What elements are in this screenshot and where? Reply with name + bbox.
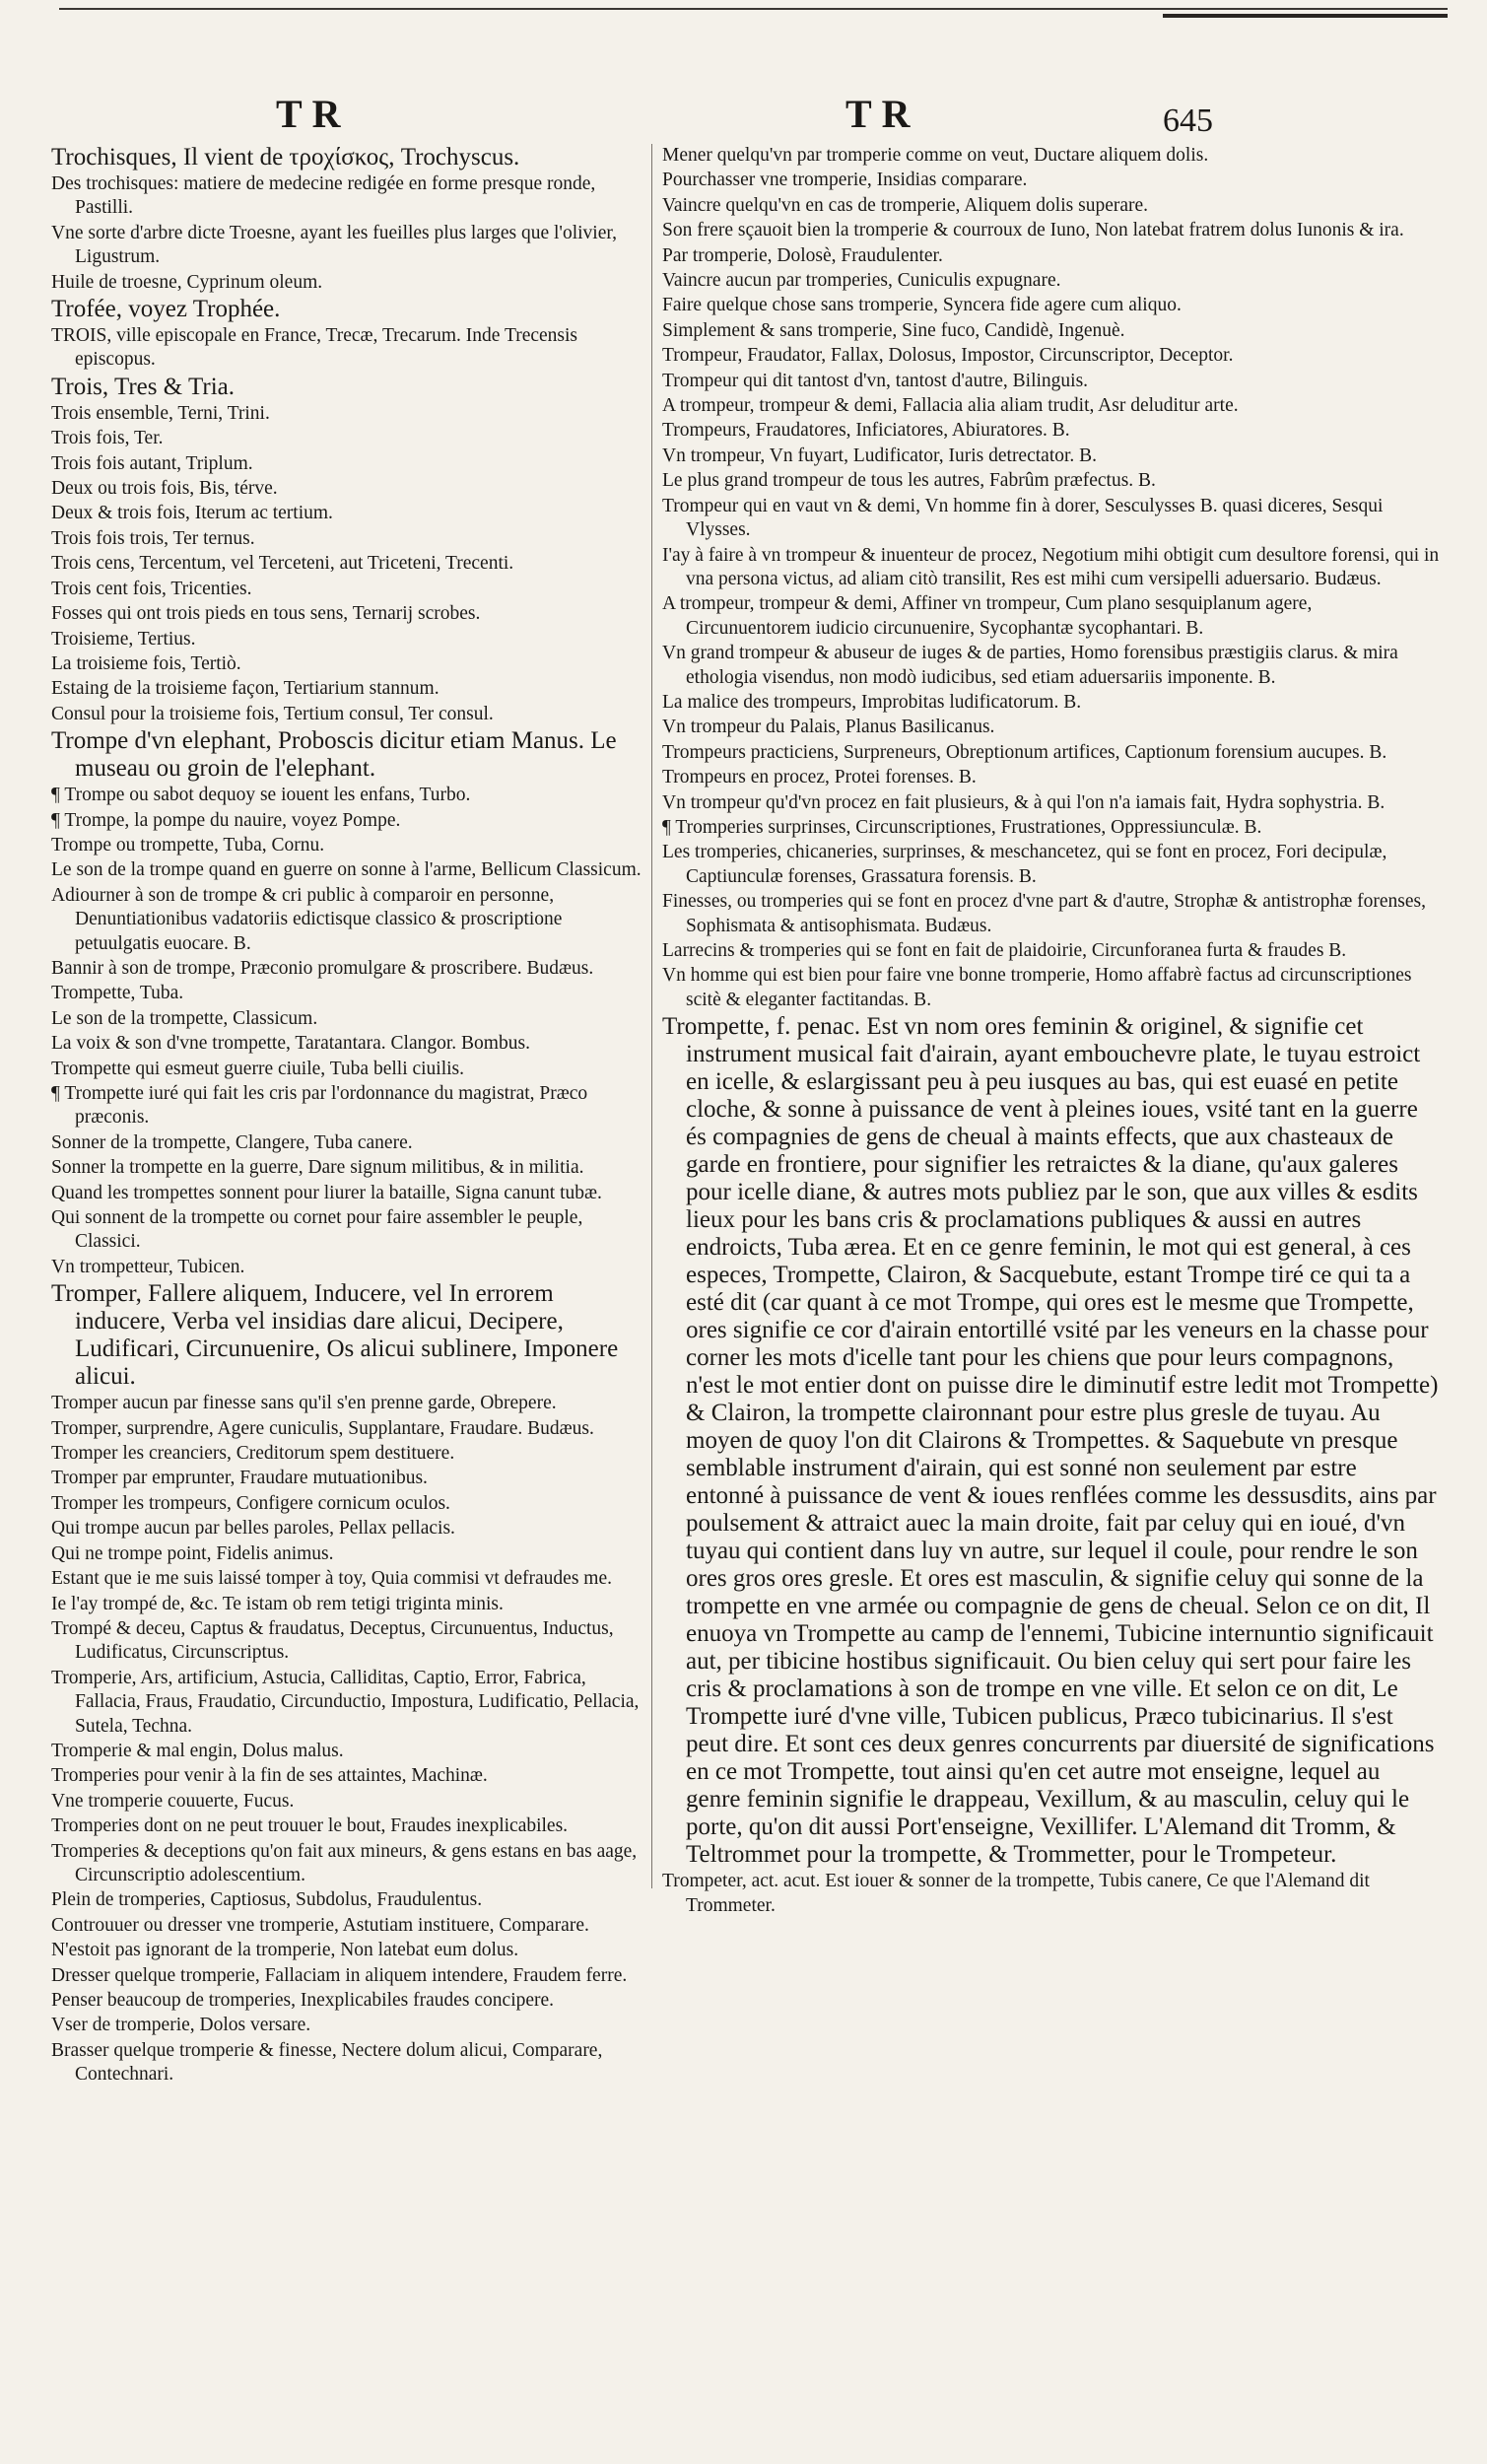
dictionary-entry: Trois fois trois, Ter ternus.: [51, 527, 255, 549]
dictionary-entry: La voix & son d'vne trompette, Taratantara. Clangor. Bombus.: [51, 1033, 530, 1055]
dictionary-entry: Son frere sçauoit bien la tromperie & courroux de Iuno, Non latebat fratrem dolus Iunonis & ira.: [662, 220, 1404, 241]
dictionary-entry: TROIS, ville episcopale en France, Trecæ, Trecarum. Inde Trecensis episcopus.: [51, 325, 578, 371]
dictionary-entry: Plein de tromperies, Captiosus, Subdolus, Fraudulentus.: [51, 1889, 483, 1911]
dictionary-entry: N'estoit pas ignorant de la tromperie, Non latebat eum dolus.: [51, 1940, 519, 1961]
dictionary-entry: Trompette qui esmeut guerre ciuile, Tuba belli ciuilis.: [51, 1058, 465, 1079]
dictionary-entry: Trofée, voyez Trophée.: [51, 296, 281, 323]
dictionary-entry: Quand les trompettes sonnent pour liurer la bataille, Signa canunt tubæ.: [51, 1182, 602, 1203]
dictionary-entry: Trompette, f. penac. Est vn nom ores feminin & originel, & signifie cet instrument musical fait d'airain, ayant embouchevre plate, le tuyau estroict en icelle, & eslargissant peu à peu iusques au bas, qui est euasé en petite cloche, & sonne à puissance de vent à pleines ioues, vsité tant en la guerre és compagnies de gens de cheual à maints effects, que aux chasteaux de garde en frontiere, pour signifier les retraictes & la diane, qu'aux galeres pour icelle diane, & autres mots publiez par le son, que aux villes & esdits lieux pour les bans cris & proclamations publiques & aussi en autres endroicts, Tuba ærea. Et en ce genre feminin, le mot qui est general, à ces especes, Trompette, Clairon, & Sacquebute, estant Trompe tiré ce qui ta a esté dit (car quant à ce mot Trompe, qui ores est le mesme que Trompette, ores signifie ce cor d'airain entortillé vsité par les veneurs en la chasse pour corner les mots d'icelle tant pour les chiens que pour leurs compagnons, n'est le mot entier dont on puisse dire le diminutif estre ledit mot Trompette) & Clairon, la trompette claironnant pour estre plus gresle de tuyau. Au moyen de quoy l'on dit Clairons & Trompettes. & Saquebute vn presque semblable instrument d'airain, qui est sonné non seulement par estre entonné à puissance de vent & ioues renflées comme les dessusdits, ains par poulsement & attraict auec la main droite, fait par celuy qui en ioué, d'vn tuyau qui contient dans luy vn autre, sur lequel il coule, pour rendre le son ores gros ores gresle. Et ores est masculin, & signifie celuy qui sonne de la trompette en vne armée ou compagnie de gens de cheual. Selon ce on dit, Il enuoya vn Trompette au camp de l'ennemi, Tubicine internuntio significauit aut, per tibicine hostibus significauit. Ou bien celuy qui sert pour faire les cris & proclamations à son de trompe en vne ville. Et selon ce on dit, Le Trompette iuré d'vne ville, Tubicen publicus, Præco tubicinarius. Il s'est peut dire. Et sont ces deux genres concurrents par diuersité de significations en ce mot Trompette, tout ainsi qu'en cet autre mot enseigne, lequel au genre feminin signifie le drappeau, Vexillum, & au masculin, celuy qui le porte, qu'on dit aussi Port'enseigne, Vexillifer. L'Alemand dit Tromm, & Teltrommet pour la trompette, & Trommetter, pour le Trompeteur.: [662, 1013, 1439, 1869]
dictionary-entry: Vaincre aucun par tromperies, Cuniculis expugnare.: [662, 270, 1061, 292]
page-number: 645: [1163, 103, 1213, 139]
dictionary-entry: Le plus grand trompeur de tous les autres, Fabrûm præfectus. B.: [662, 470, 1156, 492]
dictionary-entry: Trochisques, Il vient de τροχίσκος, Trochyscus.: [51, 144, 520, 171]
dictionary-entry: ¶ Tromperies surprinses, Circunscriptiones, Frustrationes, Oppressiunculæ. B.: [662, 816, 1262, 838]
dictionary-entry: Trompeur, Fraudator, Fallax, Dolosus, Impostor, Circunscriptor, Deceptor.: [662, 345, 1234, 367]
dictionary-entry: Simplement & sans tromperie, Sine fuco, Candidè, Ingenuè.: [662, 319, 1125, 341]
dictionary-entry: Huile de troesne, Cyprinum oleum.: [51, 271, 323, 293]
dictionary-entry: Mener quelqu'vn par tromperie comme on veut, Ductare aliquem dolis.: [662, 145, 1209, 166]
dictionary-entry: Trompeur qui dit tantost d'vn, tantost d'autre, Bilinguis.: [662, 370, 1089, 391]
dictionary-entry: Trompeurs en procez, Protei forenses. B.: [662, 767, 977, 788]
dictionary-entry: Brasser quelque tromperie & finesse, Nectere dolum alicui, Comparare, Contechnari.: [51, 2039, 603, 2086]
dictionary-entry: Faire quelque chose sans tromperie, Syncera fide agere cum aliquo.: [662, 295, 1182, 316]
dictionary-entry: I'ay à faire à vn trompeur & inuenteur de procez, Negotium mihi obtigit cum desultore forensi, qui in vna persona victus, ad aliam citò transilit, Res est mihi cum versipelli aduersario. Budæus.: [662, 544, 1440, 589]
dictionary-entry: Consul pour la troisieme fois, Tertium consul, Ter consul.: [51, 703, 494, 724]
dictionary-entry: Deux & trois fois, Iterum ac tertium.: [51, 503, 333, 524]
dictionary-entry: Penser beaucoup de tromperies, Inexplicabiles fraudes concipere.: [51, 1990, 555, 2011]
dictionary-entry: Tromperies & deceptions qu'on fait aux mineurs, & gens estans en bas aage, Circunscriptio adolescentium.: [51, 1840, 638, 1885]
dictionary-entry: Vne sorte d'arbre dicte Troesne, ayant les fueilles plus larges que l'olivier, Ligustrum.: [51, 222, 617, 268]
dictionary-entry: Tromperie, Ars, artificium, Astucia, Calliditas, Captio, Error, Fabrica, Fallacia, Fraus, Fraudatio, Circunductio, Impostura, Ludificatio, Pellacia, Sutela, Techna.: [51, 1667, 640, 1737]
dictionary-entry: ¶ Trompe, la pompe du nauire, voyez Pompe.: [51, 809, 401, 831]
dictionary-entry: ¶ Trompette iuré qui fait les cris par l'ordonnance du magistrat, Præco præconis.: [51, 1083, 588, 1129]
dictionary-entry: Pourchasser vne tromperie, Insidias comparare.: [662, 170, 1028, 191]
dictionary-entry: Tromperies pour venir à la fin de ses attaintes, Machinæ.: [51, 1765, 488, 1787]
top-rule-heavy: [1163, 14, 1448, 18]
dictionary-entry: Vn trompeur qu'd'vn procez en fait plusieurs, & à qui l'on n'a iamais fait, Hydra sophystria. B.: [662, 791, 1386, 813]
right-column: [662, 144, 1441, 1919]
dictionary-entry: Qui sonnent de la trompette ou cornet pour faire assembler le peuple, Classici.: [51, 1207, 583, 1253]
dictionary-entry: Vaincre quelqu'vn en cas de tromperie, Aliquem dolis superare.: [662, 194, 1149, 216]
dictionary-entry: Troisieme, Tertius.: [51, 628, 196, 650]
dictionary-entry: Par tromperie, Dolosè, Fraudulenter.: [662, 244, 943, 266]
left-column: [51, 144, 642, 2088]
dictionary-entry: Vn trompetteur, Tubicen.: [51, 1256, 245, 1277]
dictionary-entry: Controuuer ou dresser vne tromperie, Astutiam instituere, Comparare.: [51, 1914, 589, 1936]
dictionary-entry: Tromper, surprendre, Agere cuniculis, Supplantare, Fraudare. Budæus.: [51, 1417, 594, 1439]
dictionary-entry: Estant que ie me suis laissé tomper à toy, Quia commisi vt defraudes me.: [51, 1568, 612, 1590]
dictionary-entry: Le son de la trompe quand en guerre on sonne à l'arme, Bellicum Classicum.: [51, 859, 642, 881]
dictionary-entry: Larrecins & tromperies qui se font en fait de plaidoirie, Circunforanea furta & fraudes B.: [662, 940, 1347, 961]
dictionary-entry: Trompeter, act. acut. Est iouer & sonner de la trompette, Tubis canere, Ce que l'Alemand dit Trommeter.: [662, 1871, 1370, 1916]
dictionary-entry: Deux ou trois fois, Bis, térve.: [51, 478, 278, 500]
dictionary-entry: Ie l'ay trompé de, &c. Te istam ob rem tetigi triginta minis.: [51, 1593, 504, 1614]
dictionary-entry: Vn grand trompeur & abuseur de iuges & de parties, Homo forensibus præstigiis clarus. & mira ethologia visendus, non modò iudicibus, sed etiam aduersariis imponente. B.: [662, 643, 1398, 688]
dictionary-entry: Les tromperies, chicaneries, surprinses, & meschancetez, qui se font en procez, Fori decipulæ, Captiunculæ forenses, Grassatura forensis. B.: [662, 842, 1387, 887]
dictionary-entry: Finesses, ou tromperies qui se font en procez d'vne part & d'autre, Strophæ & antistrophæ forenses, Sophismata & antisophismata. Budæus.: [662, 891, 1426, 936]
dictionary-entry: Estaing de la troisieme façon, Tertiarium stannum.: [51, 678, 439, 700]
dictionary-entry: Tromperie & mal engin, Dolus malus.: [51, 1740, 344, 1761]
dictionary-entry: Qui trompe aucun par belles paroles, Pellax pellacis.: [51, 1518, 455, 1540]
column-divider: [651, 144, 652, 1888]
dictionary-entry: Bannir à son de trompe, Præconio promulgare & proscribere. Budæus.: [51, 957, 594, 979]
dictionary-entry: Qui ne trompe point, Fidelis animus.: [51, 1542, 334, 1564]
dictionary-entry: Sonner de la trompette, Clangere, Tuba canere.: [51, 1131, 413, 1153]
dictionary-entry: Tromper les trompeurs, Configere cornicum oculos.: [51, 1492, 450, 1514]
dictionary-entry: Trois cent fois, Tricenties.: [51, 578, 252, 599]
running-head-left: TR: [276, 92, 351, 136]
dictionary-entry: Vne tromperie couuerte, Fucus.: [51, 1790, 295, 1812]
dictionary-entry: Vn homme qui est bien pour faire vne bonne tromperie, Homo affabrè factus ad circunscriptiones scitè & eleganter factitandas. B.: [662, 965, 1412, 1010]
dictionary-entry: Tromperies dont on ne peut trouuer le bout, Fraudes inexplicabiles.: [51, 1815, 569, 1837]
dictionary-entry: Fosses qui ont trois pieds en tous sens, Ternarij scrobes.: [51, 603, 481, 625]
dictionary-entry: La troisieme fois, Tertiò.: [51, 652, 241, 674]
dictionary-entry: Sonner la trompette en la guerre, Dare signum militibus, & in militia.: [51, 1157, 584, 1179]
dictionary-entry: Tromper par emprunter, Fraudare mutuationibus.: [51, 1468, 428, 1489]
running-head-right: TR: [845, 92, 920, 136]
dictionary-entry: Trompeurs practiciens, Surpreneurs, Obreptionum artifices, Captionum forensium aucupes. B.: [662, 741, 1387, 763]
dictionary-entry: Le son de la trompette, Classicum.: [51, 1007, 318, 1029]
dictionary-entry: Dresser quelque tromperie, Fallaciam in aliquem intendere, Fraudem ferre.: [51, 1964, 628, 1986]
dictionary-entry: Trois cens, Tercentum, vel Terceteni, aut Triceteni, Trecenti.: [51, 553, 514, 575]
dictionary-entry: Trompeur qui en vaut vn & demi, Vn homme fin à dorer, Sesculysses B. quasi diceres, Sesqui Vlysses.: [662, 495, 1384, 541]
dictionary-entry: Trompette, Tuba.: [51, 983, 184, 1004]
dictionary-entry: Trompe ou trompette, Tuba, Cornu.: [51, 834, 325, 856]
dictionary-entry: Vn trompeur, Vn fuyart, Ludificator, Iuris detrectator. B.: [662, 445, 1098, 466]
dictionary-entry: Trompe d'vn elephant, Proboscis dicitur etiam Manus. Le museau ou groin de l'elephant.: [51, 727, 617, 783]
dictionary-entry: Adiourner à son de trompe & cri public à comparoir en personne, Denuntiationibus vadatoriis edictisque classico & proscriptione petuulgatis euocare. B.: [51, 884, 563, 954]
top-rule: [59, 8, 1448, 10]
dictionary-entry: Trompeurs, Fraudatores, Inficiatores, Abiuratores. B.: [662, 420, 1070, 442]
dictionary-entry: Trois fois autant, Triplum.: [51, 452, 253, 474]
dictionary-entry: Des trochisques: matiere de medecine redigée en forme presque ronde, Pastilli.: [51, 173, 596, 219]
dictionary-entry: Trois ensemble, Terni, Trini.: [51, 402, 270, 424]
dictionary-entry: Vn trompeur du Palais, Planus Basilicanus.: [662, 717, 995, 738]
dictionary-entry: Tromper, Fallere aliquem, Inducere, vel In errorem inducere, Verba vel insidias dare alicui, Decipere, Ludificari, Circunuenire, Os alicui sublinere, Imponere alicui.: [51, 1280, 619, 1391]
dictionary-entry: ¶ Trompe ou sabot dequoy se iouent les enfans, Turbo.: [51, 785, 471, 806]
dictionary-entry: Trois fois, Ter.: [51, 428, 164, 449]
dictionary-entry: A trompeur, trompeur & demi, Fallacia alia aliam trudit, Asr deluditur arte.: [662, 395, 1239, 417]
dictionary-entry: La malice des trompeurs, Improbitas ludificatorum. B.: [662, 691, 1082, 713]
dictionary-entry: Tromper les creanciers, Creditorum spem destituere.: [51, 1443, 455, 1465]
dictionary-entry: Tromper aucun par finesse sans qu'il s'en prenne garde, Obrepere.: [51, 1393, 557, 1414]
dictionary-entry: A trompeur, trompeur & demi, Affiner vn trompeur, Cum plano sesquiplanum agere, Circunuentorem iudicio circunuenire, Sycophantæ sycophantari. B.: [662, 593, 1313, 639]
dictionary-entry: Vser de tromperie, Dolos versare.: [51, 2015, 311, 2036]
dictionary-entry: Trompé & deceu, Captus & fraudatus, Deceptus, Circunuentus, Inductus, Ludificatus, Circunscriptus.: [51, 1617, 614, 1664]
dictionary-entry: Trois, Tres & Tria.: [51, 373, 235, 400]
